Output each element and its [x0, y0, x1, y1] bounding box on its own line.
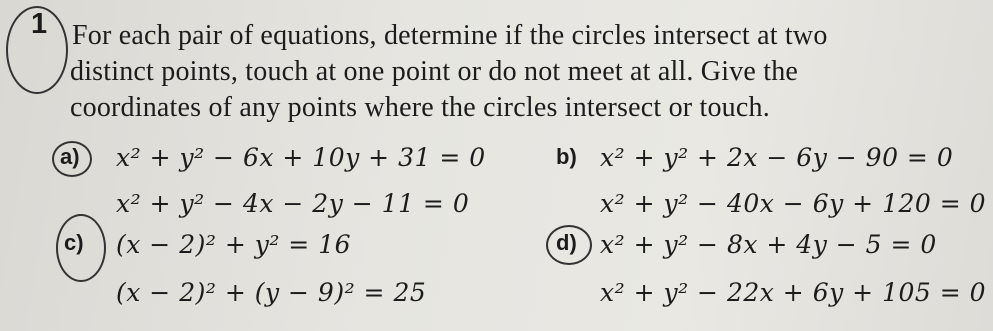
eq-text: (x − 2)² + (y − 9)² = 25: [116, 278, 427, 307]
part-a-equation-1: [116, 143, 486, 172]
part-b-equation-2: [600, 189, 986, 218]
prompt-line: For each pair of equations, determine if the circles intersect at two: [72, 20, 828, 51]
part-d-equation-2: [600, 278, 986, 307]
eq-text: x² + y² − 6x + 10y + 31 = 0: [116, 143, 486, 172]
question-prompt: [72, 18, 982, 126]
eq-text: x² + y² − 22x + 6y + 105 = 0: [600, 278, 987, 307]
part-b-equation-1: [600, 143, 953, 172]
eq-text: (x − 2)² + y² = 16: [116, 230, 352, 259]
part-d-equation-1: [600, 230, 937, 259]
part-c-equation-1: [116, 230, 351, 259]
part-a-label: a): [60, 144, 80, 169]
eq-text: x² + y² − 4x − 2y − 11 = 0: [116, 189, 470, 218]
eq-text: x² + y² − 8x + 4y − 5 = 0: [600, 230, 937, 259]
part-d-label: d): [556, 230, 577, 255]
part-c-equation-2: [116, 278, 426, 307]
prompt-line: distinct points, touch at one point or do not meet at all. Give the: [70, 56, 799, 87]
part-b-label: b): [556, 144, 577, 169]
eq-text: x² + y² − 40x − 6y + 120 = 0: [600, 189, 987, 218]
part-c-label: c): [64, 230, 84, 255]
question-number: 1: [31, 8, 48, 40]
prompt-line: coordinates of any points where the circles intersect or touch.: [70, 92, 770, 123]
eq-text: x² + y² + 2x − 6y − 90 = 0: [600, 143, 954, 172]
part-a-equation-2: [116, 189, 469, 218]
